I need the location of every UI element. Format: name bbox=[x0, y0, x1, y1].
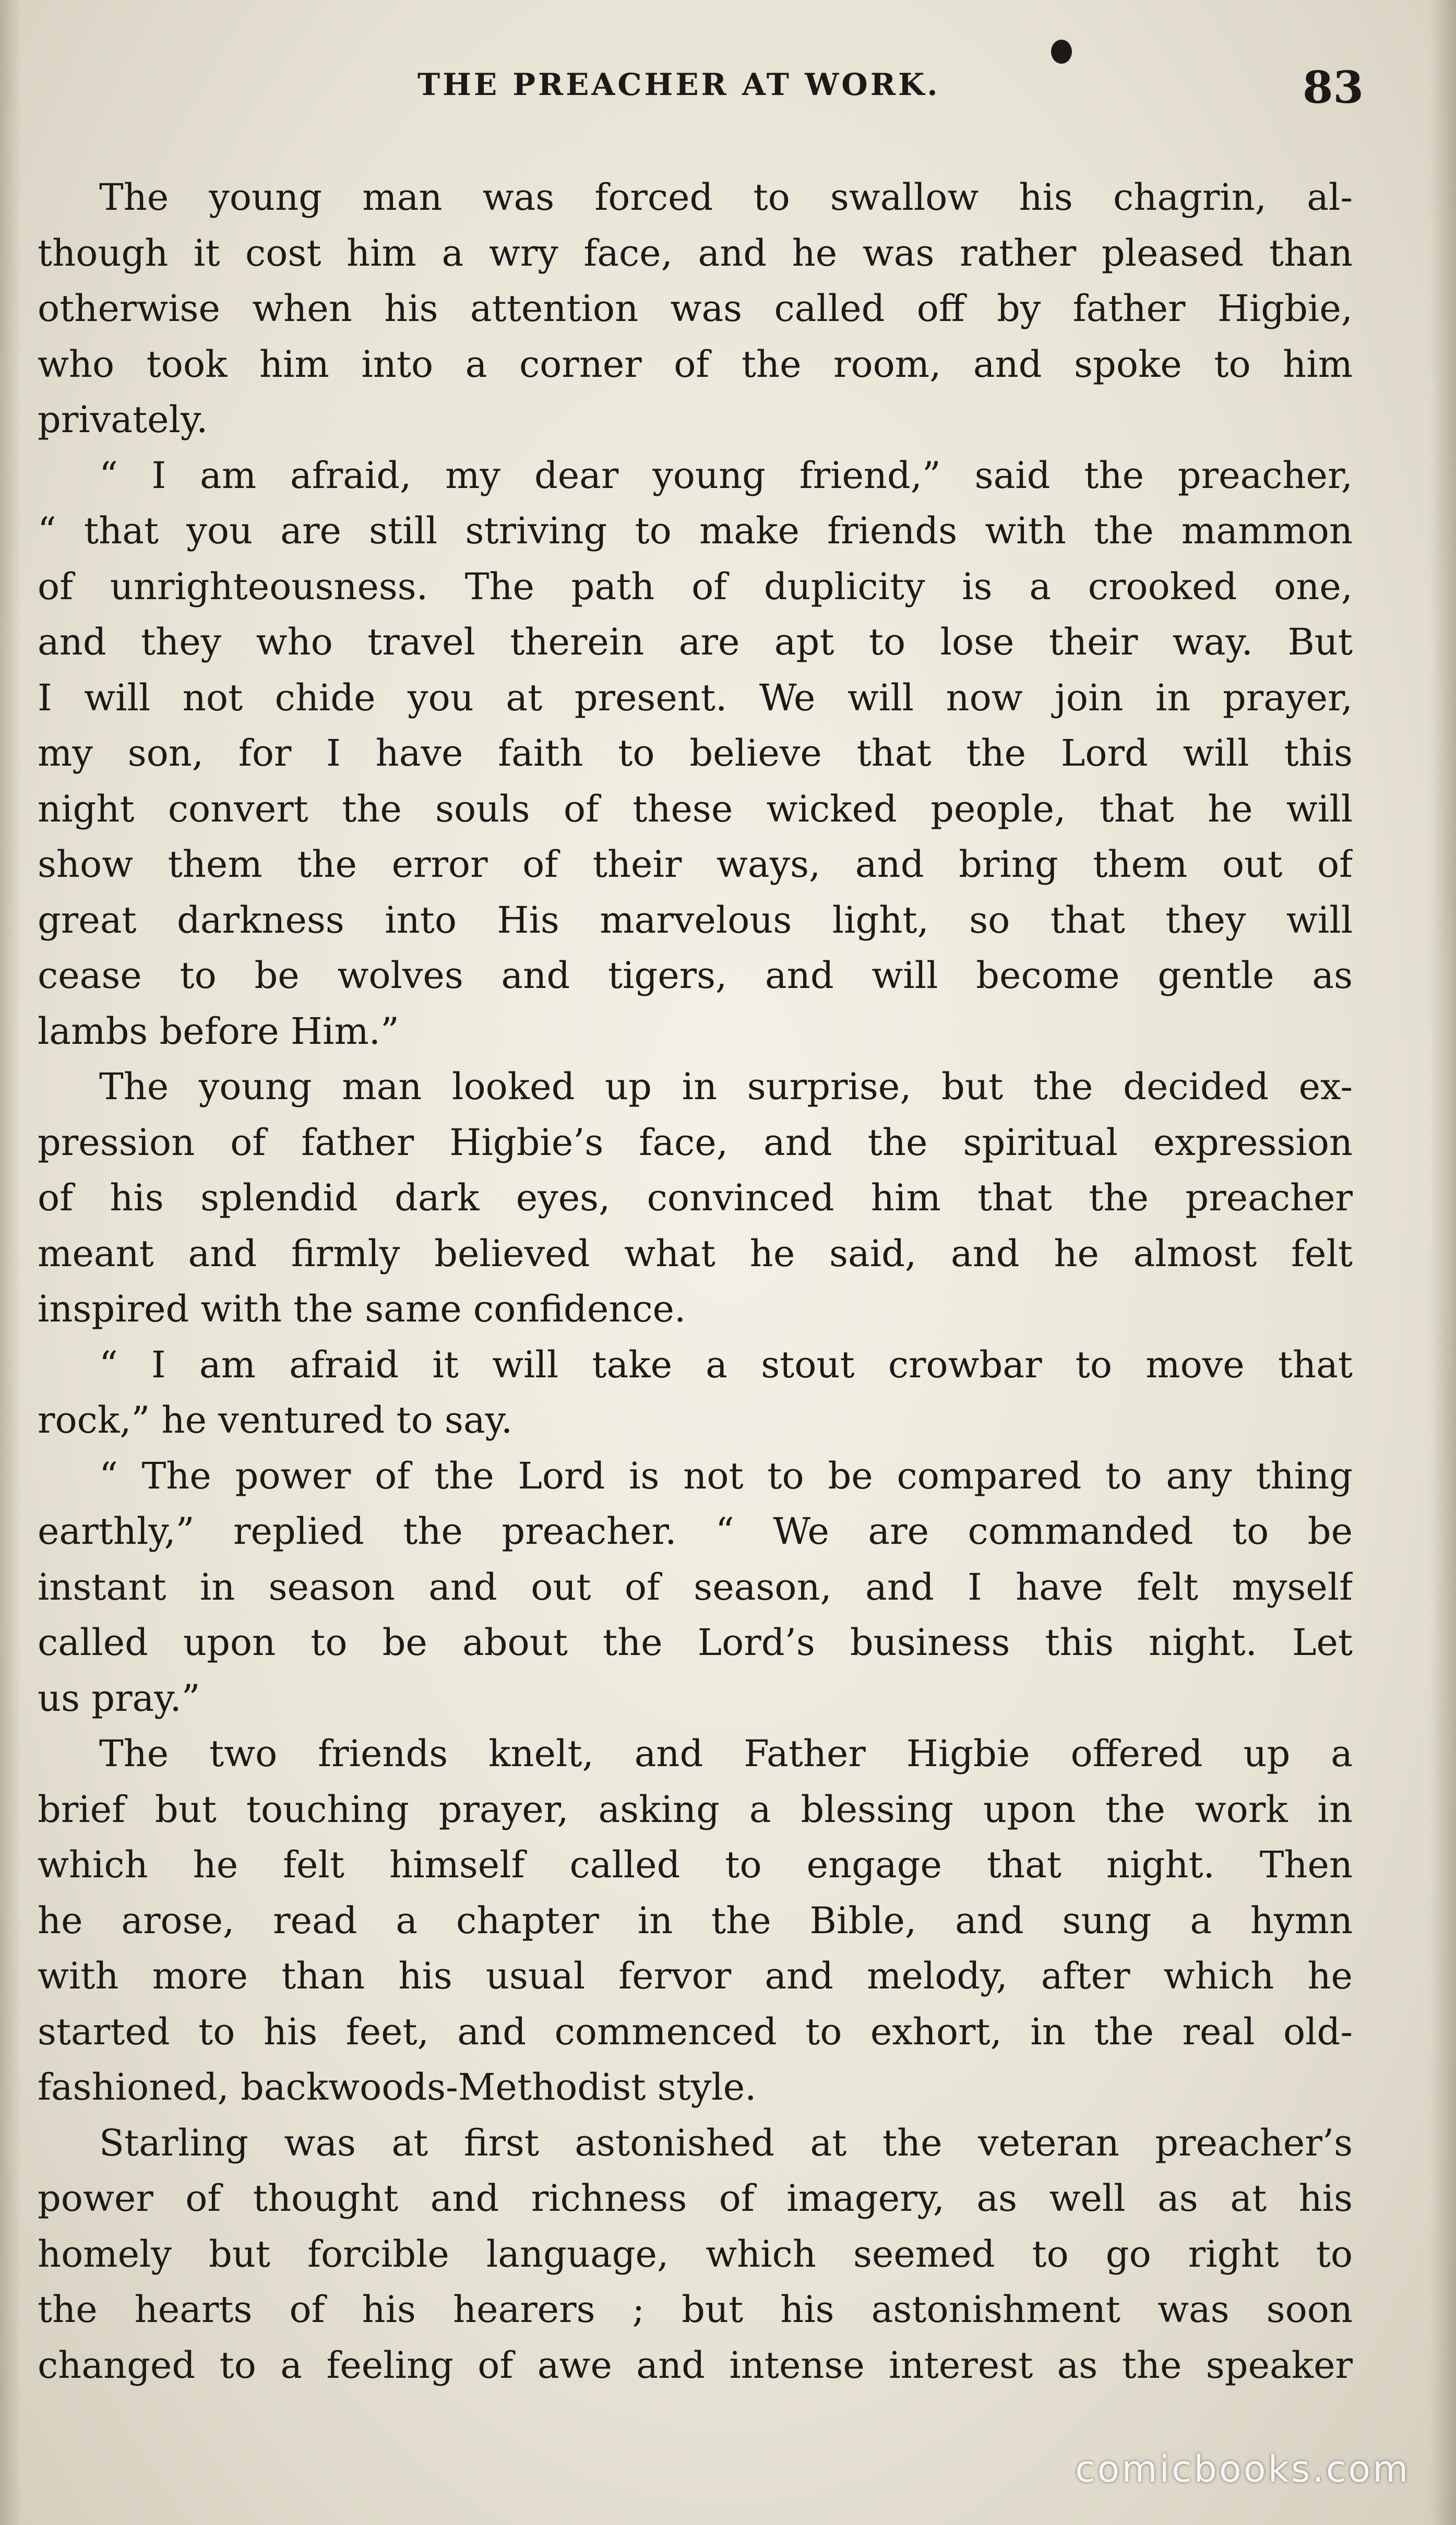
text-line: cease to be wolves and tigers, and will become gentle as bbox=[38, 954, 1353, 997]
text-line: of unrighteousness. The path of duplicity is a crooked one, bbox=[38, 565, 1353, 608]
text-line: Starling was at first astonished at the veteran preacher’s bbox=[99, 2121, 1353, 2164]
running-head: THE PREACHER AT WORK. bbox=[417, 67, 940, 102]
text-line: The two friends knelt, and Father Higbie offered up a bbox=[99, 1732, 1353, 1775]
text-line: otherwise when his attention was called off by father Higbie, bbox=[38, 287, 1353, 330]
text-line: of his splendid dark eyes, convinced him that the preacher bbox=[38, 1176, 1353, 1219]
text-line: rock,” he ventured to say. bbox=[38, 1399, 513, 1442]
text-line: lambs before Him.” bbox=[38, 1009, 399, 1053]
text-line: he arose, read a chapter in the Bible, and sung a hymn bbox=[38, 1899, 1353, 1942]
text-line: the hearts of his hearers ; but his astonishment was soon bbox=[38, 2288, 1353, 2331]
text-line: The young man looked up in surprise, but the decided ex- bbox=[99, 1065, 1353, 1108]
text-line: I will not chide you at present. We will now join in prayer, bbox=[38, 676, 1353, 719]
text-line: pression of father Higbie’s face, and the spiritual expression bbox=[38, 1121, 1353, 1164]
text-line: privately. bbox=[38, 398, 208, 441]
text-line: instant in season and out of season, and I have felt myself bbox=[38, 1565, 1353, 1609]
text-line: with more than his usual fervor and melody, after which he bbox=[38, 1955, 1353, 1997]
text-line: great darkness into His marvelous light, so that they will bbox=[38, 898, 1353, 942]
text-line: “ The power of the Lord is not to be compared to any thing bbox=[99, 1454, 1353, 1497]
text-line: homely but forcible language, which seemed to go right to bbox=[38, 2232, 1353, 2276]
text-line: “ that you are still striving to make friends with the mammon bbox=[38, 509, 1353, 552]
text-line: us pray.” bbox=[38, 1676, 200, 1720]
text-line: “ I am afraid it will take a stout crowbar to move that bbox=[99, 1343, 1353, 1386]
text-line: earthly,” replied the preacher. “ We are commanded to be bbox=[38, 1510, 1353, 1553]
text-line: which he felt himself called to engage that night. Then bbox=[38, 1843, 1353, 1886]
text-line: night convert the souls of these wicked people, that he will bbox=[38, 787, 1353, 830]
text-line: meant and firmly believed what he said, and he almost felt bbox=[38, 1232, 1353, 1275]
text-line: The young man was forced to swallow his chagrin, al- bbox=[99, 176, 1353, 219]
text-line: and they who travel therein are apt to lose their way. But bbox=[38, 621, 1353, 663]
ink-blot bbox=[1051, 40, 1072, 64]
text-line: my son, for I have faith to believe that the Lord will this bbox=[38, 732, 1353, 775]
text-line: brief but touching prayer, asking a blessing upon the work in bbox=[38, 1788, 1353, 1831]
text-line: changed to a feeling of awe and intense interest as the speaker bbox=[38, 2343, 1353, 2387]
text-line: who took him into a corner of the room, and spoke to him bbox=[38, 342, 1353, 386]
page-edge-shadow-left bbox=[0, 0, 21, 2525]
text-line: power of thought and richness of imagery, as well as at his bbox=[38, 2177, 1353, 2220]
text-line: called upon to be about the Lord’s business this night. Let bbox=[38, 1621, 1353, 1664]
text-line: show them the error of their ways, and bring them out of bbox=[38, 843, 1353, 886]
watermark: comicbooks.com bbox=[1075, 2448, 1411, 2491]
text-line: fashioned, backwoods-Methodist style. bbox=[38, 2066, 757, 2109]
text-line: inspired with the same confidence. bbox=[38, 1288, 686, 1330]
page-edge-shadow-right bbox=[1430, 0, 1456, 2525]
body-text bbox=[38, 170, 1353, 2393]
text-line: “ I am afraid, my dear young friend,” said the preacher, bbox=[99, 454, 1353, 497]
page-number: 83 bbox=[1303, 62, 1364, 113]
text-line: started to his feet, and commenced to exhort, in the real old- bbox=[38, 2010, 1353, 2053]
text-line: though it cost him a wry face, and he was rather pleased than bbox=[38, 231, 1353, 275]
